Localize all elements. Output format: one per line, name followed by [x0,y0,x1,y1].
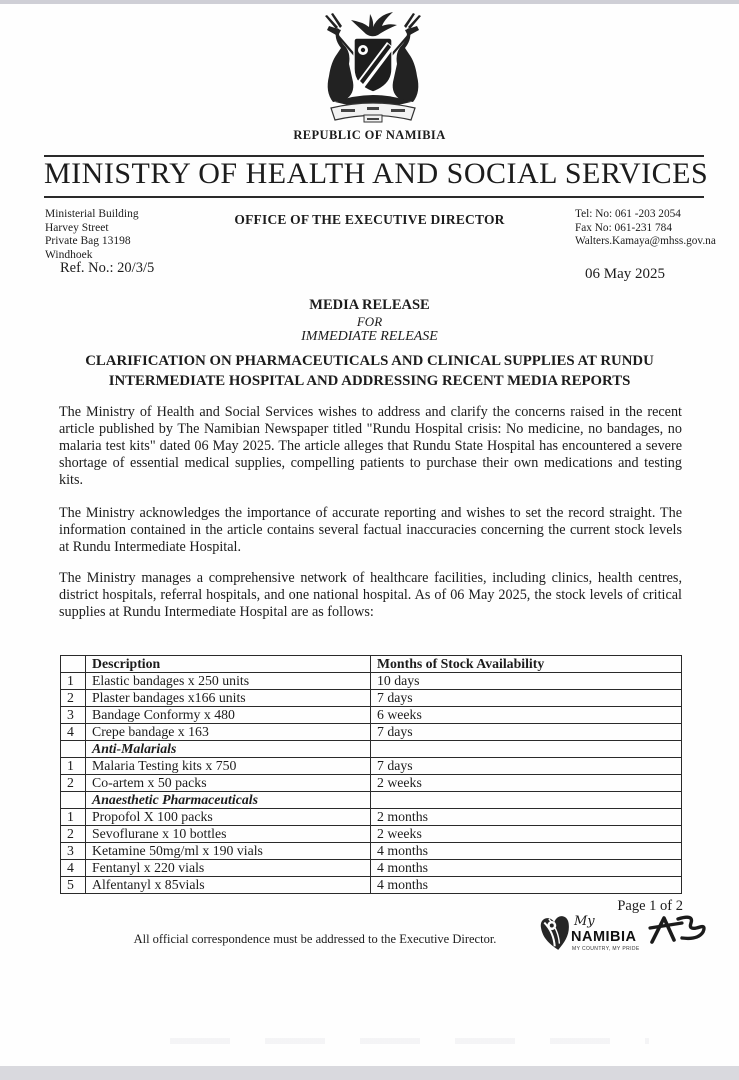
row-availability: 4 months [371,860,682,877]
row-number: 1 [61,758,86,775]
signature-initials [648,912,710,954]
paragraph-2: The Ministry acknowledges the importance of accurate reporting and wishes to set the record straight. The information contained in the article contains several factual inaccuracies concerning the current stock levels at Rundu Intermediate Hospital. [59,505,682,555]
row-number: 2 [61,690,86,707]
row-number [61,741,86,758]
row-number: 4 [61,860,86,877]
row-number: 5 [61,877,86,894]
logo-tagline-text: MY COUNTRY, MY PRIDE [572,946,640,952]
table-row [61,775,682,792]
for-line: FOR [356,314,383,329]
section-title: Anti-Malarials [86,741,371,758]
row-description: Plaster bandages x166 units [86,690,371,707]
table-section-row [61,741,682,758]
address-line: Private Bag 13198 [45,235,131,247]
table-row [61,690,682,707]
address-line: Windhoek [45,248,93,261]
document-title [50,352,689,391]
section-title: Anaesthetic Pharmaceuticals [86,792,371,809]
row-description: Elastic bandages x 250 units [86,673,371,690]
table-row [61,877,682,894]
table-row [61,707,682,724]
row-number: 3 [61,843,86,860]
row-description: Alfentanyl x 85vials [86,877,371,894]
header-availability: Months of Stock Availability [371,656,682,673]
table-row [61,758,682,775]
table-row [61,860,682,877]
row-availability: 2 weeks [371,775,682,792]
document-title-line2: INTERMEDIATE HOSPITAL AND ADDRESSING RECENT MEDIA REPORTS [108,372,631,389]
row-description: Sevoflurane x 10 bottles [86,826,371,843]
row-number: 2 [61,826,86,843]
row-availability: 6 weeks [371,707,682,724]
stock-table [60,655,682,894]
row-availability: 7 days [371,758,682,775]
row-number: 3 [61,707,86,724]
row-availability: 4 months [371,877,682,894]
tel-line: Tel: No: 061 -203 2054 [575,208,681,220]
row-description: Co-artem x 50 packs [86,775,371,792]
scan-edge-bottom [0,1066,739,1080]
row-availability [371,792,682,809]
row-number: 2 [61,775,86,792]
table-row [61,826,682,843]
scan-bleed-through [170,1038,649,1044]
row-availability: 7 days [371,690,682,707]
row-availability: 4 months [371,843,682,860]
header-description: Description [86,656,371,673]
row-number: 4 [61,724,86,741]
paragraph-1: The Ministry of Health and Social Services wishes to address and clarify the concerns raised in the recent article published by The Namibian Newspaper titled "Rundu Hospital crisis: No medicine, no bandages, no malaria test kits" dated 06 May 2025. The article alleges that Rundu State Hospital has encountered a severe shortage of essential medical supplies, compelling patients to purchase their own medications and testing kits. [59,404,682,488]
email-line: Walters.Kamaya@mhss.gov.na [575,235,716,247]
row-availability: 7 days [371,724,682,741]
fax-line: Fax No: 061-231 784 [575,221,672,234]
stock-table-header-row [61,656,682,673]
immediate-release-line: IMMEDIATE RELEASE [301,329,438,344]
row-description: Ketamine 50mg/ml x 190 vials [86,843,371,860]
row-availability: 10 days [371,673,682,690]
row-description: Malaria Testing kits x 750 [86,758,371,775]
table-row [61,673,682,690]
contact-block [575,208,716,249]
row-availability [371,741,682,758]
table-row [61,809,682,826]
reference-number: Ref. No.: 20/3/5 [60,260,155,276]
media-release-heading: MEDIA RELEASE [309,297,430,313]
table-row [61,724,682,741]
namibia-coat-of-arms-icon [311,8,435,126]
office-heading: OFFICE OF THE EXECUTIVE DIRECTOR [234,212,505,227]
row-number: 1 [61,809,86,826]
document-title-line1: CLARIFICATION ON PHARMACEUTICALS AND CLINICAL SUPPLIES AT RUNDU [85,353,654,369]
logo-my-text: My [574,914,595,929]
header-rule-bottom [44,196,704,198]
scan-edge-top [0,0,739,4]
correspondence-note: All official correspondence must be addressed to the Executive Director. [133,932,497,946]
document-date: 06 May 2025 [585,266,665,282]
paragraph-3: The Ministry manages a comprehensive network of healthcare facilities, including clinics, health centres, district hospitals, referral hospitals, and one national hospital. As of 06 May 2025, the stock levels of critical supplies at Rundu Intermediate Hospital are as follows: [59,570,682,620]
republic-heading: REPUBLIC OF NAMIBIA [293,128,446,142]
row-availability: 2 months [371,809,682,826]
address-line: Harvey Street [45,221,109,234]
table-section-row [61,792,682,809]
logo-namibia-text: NAMIBIA [571,929,637,945]
table-row [61,843,682,860]
my-namibia-logo [540,908,646,966]
row-description: Crepe bandage x 163 [86,724,371,741]
row-description: Fentanyl x 220 vials [86,860,371,877]
row-description: Bandage Conformy x 480 [86,707,371,724]
address-line: Ministerial Building [45,208,139,220]
row-number: 1 [61,673,86,690]
page-number: Page 1 of 2 [617,898,683,914]
ministry-title: MINISTRY OF HEALTH AND SOCIAL SERVICES [44,157,709,190]
header-number [61,656,86,673]
row-availability: 2 weeks [371,826,682,843]
row-description: Propofol X 100 packs [86,809,371,826]
row-number [61,792,86,809]
